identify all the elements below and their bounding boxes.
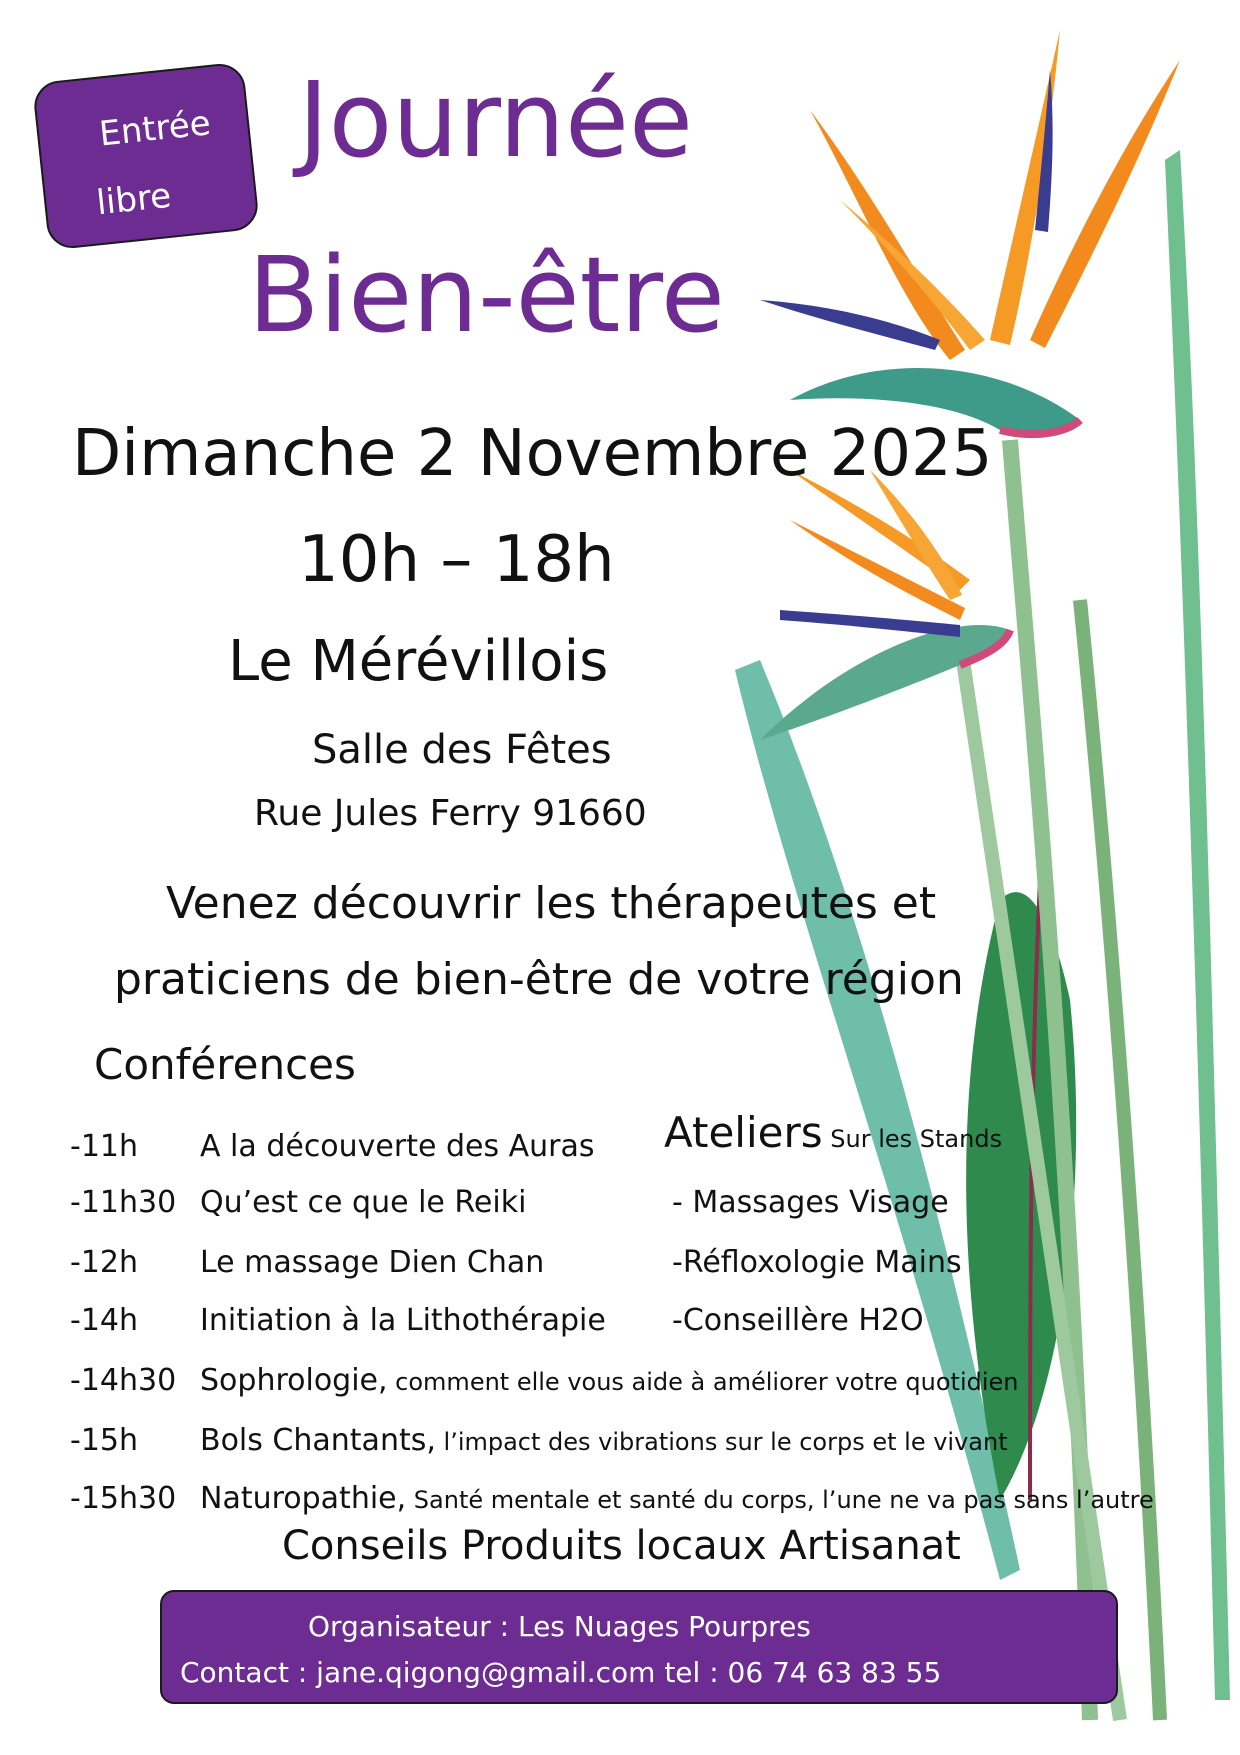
conference-title: Naturopathie,: [200, 1481, 407, 1516]
conference-item: [70, 1363, 1019, 1398]
event-hours: 10h – 18h: [298, 523, 615, 597]
conference-title: Sophrologie,: [200, 1363, 388, 1398]
workshop-item: -Conseillère H2O: [672, 1303, 924, 1338]
conference-detail: Santé mentale et santé du corps, l’une ne va pas sans l’autre: [406, 1486, 1154, 1514]
page-title-line2: Bien-être: [248, 234, 725, 356]
petal-blue-3: [780, 610, 960, 637]
conference-time: -14h: [70, 1303, 139, 1338]
conference-title: Bols Chantants,: [200, 1423, 436, 1458]
conference-title: Qu’est ce que le Reiki: [200, 1185, 527, 1220]
event-date: Dimanche 2 Novembre 2025: [72, 417, 993, 491]
badge-line1: Entrée: [97, 103, 213, 155]
conference-title: Initiation à la Lithothérapie: [200, 1303, 606, 1338]
conference-time: -12h: [70, 1245, 139, 1280]
intro-line2: praticiens de bien-être de votre région: [114, 954, 964, 1005]
badge-line2: libre: [94, 175, 173, 224]
conference-item: [70, 1423, 1008, 1458]
organizer-box: [160, 1590, 1118, 1704]
page-title-line1: Journée: [298, 59, 694, 181]
conference-time: -15h: [70, 1423, 139, 1458]
conferences-heading: Conférences: [94, 1040, 356, 1089]
conference-item: [70, 1245, 545, 1280]
contact-text: Contact : jane.qigong@gmail.com tel : 06 74 63 83 55: [180, 1656, 942, 1689]
workshop-item: -Réfloxologie Mains: [672, 1245, 962, 1280]
workshops-heading: [664, 1108, 1003, 1157]
conference-title: Le massage Dien Chan: [200, 1245, 545, 1280]
workshops-heading-sub: Sur les Stands: [822, 1125, 1003, 1153]
intro-line1: Venez découvrir les thérapeutes et: [166, 878, 937, 929]
conference-time: -15h30: [70, 1481, 177, 1516]
event-venue: Le Mérévillois: [228, 629, 609, 694]
conference-item: [70, 1303, 606, 1338]
event-street: Rue Jules Ferry 91660: [254, 793, 647, 834]
conference-time: -11h: [70, 1129, 139, 1164]
free-entry-badge: [32, 61, 260, 250]
conference-time: -14h30: [70, 1363, 177, 1398]
highlights-line: Conseils Produits locaux Artisanat: [282, 1523, 961, 1569]
conference-detail: comment elle vous aide à améliorer votre quotidien: [387, 1368, 1019, 1396]
conference-item: [70, 1481, 1154, 1516]
event-hall: Salle des Fêtes: [312, 727, 612, 773]
conference-title: A la découverte des Auras: [200, 1129, 595, 1164]
petal-blue-1: [760, 300, 940, 350]
leaf-right: [1165, 150, 1230, 1700]
conference-item: [70, 1129, 595, 1164]
workshop-item: - Massages Visage: [672, 1185, 949, 1220]
conference-item: [70, 1185, 527, 1220]
petal-orange-3: [1030, 60, 1180, 348]
conference-time: -11h30: [70, 1185, 177, 1220]
conference-detail: l’impact des vibrations sur le corps et le vivant: [435, 1428, 1008, 1456]
workshops-heading-main: Ateliers: [664, 1108, 823, 1157]
organizer-text: Organisateur : Les Nuages Pourpres: [308, 1610, 811, 1643]
